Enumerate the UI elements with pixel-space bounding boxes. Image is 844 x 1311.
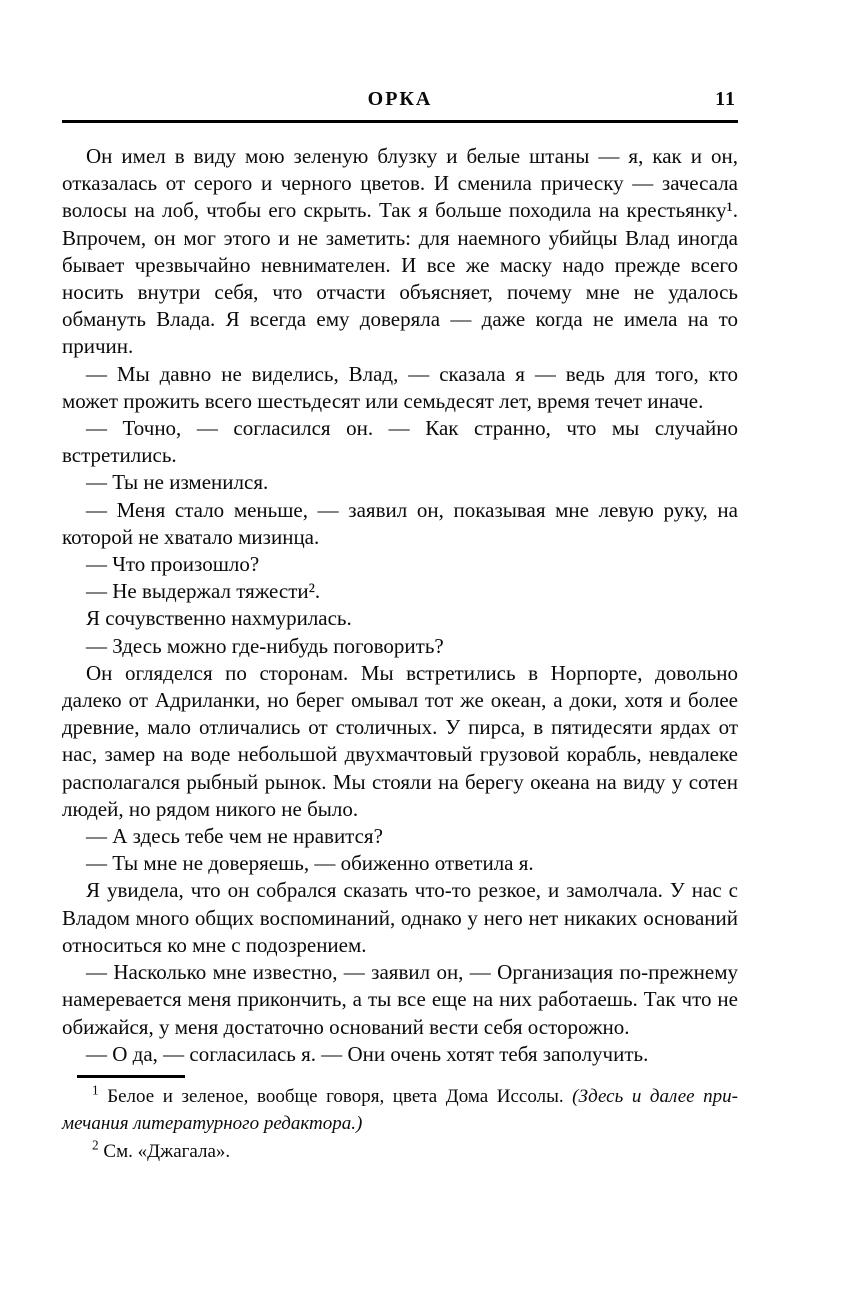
page-number: 11 (715, 88, 736, 110)
paragraph-narration: Он огляделся по сторонам. Мы встретились в Норпорте, довольно далеко от Адриланки, но берег омывал тот же океан, а доки, хотя и более древние, мало отличались от столичных. У пирса, в пятидесяти ярдах от нас, замер на воде небольшой двухмачтовый грузовой корабль, невдалеке располагался рыбный рынок. Мы стояли на берегу океана на виду у сотен людей, но рядом никого не было. (62, 660, 738, 821)
paragraph-dialogue: — Ты не изменился. (86, 470, 269, 495)
book-page (62, 0, 738, 1165)
paragraph-dialogue: — Не выдержал тяжести². (86, 579, 321, 604)
paragraph-dialogue: — Меня стало меньше, — заявил он, показывая мне левую руку, на которой не хватало мизинца. (62, 497, 738, 549)
paragraph-dialogue: — Здесь можно где-нибудь поговорить? (86, 633, 444, 658)
footnote-separator-rule (77, 1075, 185, 1078)
header-rule (62, 120, 738, 123)
footnote-2-text: См. «Джагала». (98, 1140, 231, 1162)
paragraph-narration: Он имел в виду мою зеленую блузку и белые штаны — я, как и он, отказалась от серого и черного цветов. И сменила прическу — зачесала волосы на лоб, чтобы его скрыть. Так я больше походила на крестьянку¹. Впрочем, он мог этого и не заметить: для наемного убийцы Влад иногда бывает чрезвычайно невнимателен. И все же маску надо прежде всего носить внутри себя, что отчасти объясняет, почему мне не удалось обмануть Влада. Я всегда ему доверяла — даже когда не имела на то причин. (62, 144, 738, 359)
footnotes-section (62, 1083, 738, 1166)
paragraph-dialogue: — А здесь тебе чем не нравится? (86, 824, 383, 849)
footnote-2 (62, 1138, 738, 1166)
footnote-1-editor-note: (Здесь и далее примечания литературного редактора.) (62, 1085, 738, 1135)
paragraph-dialogue: — Ты мне не доверяешь, — обиженно ответила я. (86, 851, 534, 876)
paragraph-narration: Я увидела, что он собрался сказать что-то резкое, и замолчала. У нас с Владом много общих воспоминаний, однако у него нет никаких оснований относиться ко мне с подозрением. (62, 878, 738, 957)
footnote-1 (62, 1083, 738, 1138)
footnote-2-marker: 2 (92, 1137, 99, 1153)
paragraph-dialogue: — Точно, — согласился он. — Как странно, что мы случайно встретились. (62, 416, 738, 468)
paragraph-dialogue: — Что произошло? (86, 552, 260, 577)
footnote-1-marker: 1 (92, 1082, 99, 1098)
running-title: ОРКА (367, 88, 433, 110)
paragraph-dialogue: — Насколько мне известно, — заявил он, — Организация по-прежнему намеревается меня прикончить, а ты все еще на них работаешь. Так что не обижайся, у меня достаточно оснований вести себя осторожно. (62, 960, 738, 1039)
running-header (62, 88, 738, 114)
paragraph-narration: Я сочувственно нахмурилась. (86, 606, 352, 631)
body-text (62, 143, 738, 1068)
paragraph-dialogue: — О да, — согласилась я. — Они очень хотят тебя заполучить. (86, 1041, 649, 1066)
footnote-1-text: Белое и зеленое, вообще говоря, цвета Дома Иссолы. (98, 1085, 573, 1107)
paragraph-dialogue: — Мы давно не виделись, Влад, — сказала я — ведь для того, кто может прожить всего шестьдесят или семьдесят лет, время течет иначе. (62, 361, 738, 413)
